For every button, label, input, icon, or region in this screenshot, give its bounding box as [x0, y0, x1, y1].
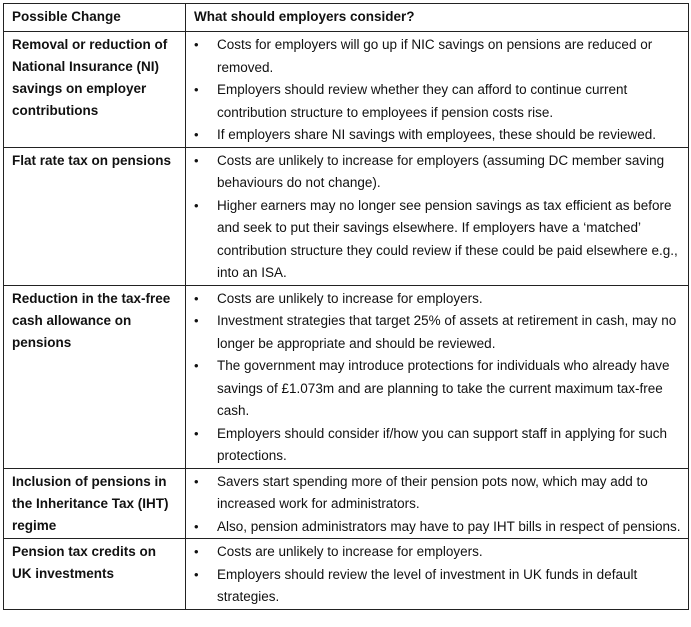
considerations-cell — [186, 147, 689, 285]
considerations-list — [192, 471, 682, 539]
bullet-icon: • — [194, 290, 199, 306]
consideration-text: Costs are unlikely to increase for employers. — [217, 290, 483, 306]
header-possible-change: Possible Change — [4, 4, 186, 32]
bullet-icon: • — [194, 518, 199, 534]
possible-change-cell: Flat rate tax on pensions — [4, 147, 186, 285]
table-row — [4, 32, 689, 148]
consideration-text: The government may introduce protections for individuals who already have savings of £1.073m and are planning to take the current maximum tax-free cash. — [217, 358, 670, 418]
list-item — [192, 34, 682, 79]
possible-change-cell: Pension tax credits on UK investments — [4, 539, 186, 610]
document — [3, 3, 689, 610]
possible-change-cell: Inclusion of pensions in the Inheritance Tax (IHT) regime — [4, 468, 186, 539]
consideration-text: Employers should review the level of investment in UK funds in default strategies. — [217, 566, 638, 604]
considerations-list — [192, 288, 682, 468]
bullet-icon: • — [194, 544, 199, 559]
considerations-list — [192, 150, 682, 285]
table-row — [4, 147, 689, 285]
consideration-text: Employers should review whether they can afford to continue current contribution structure to employees if pension costs rise. — [217, 82, 628, 120]
list-item — [192, 355, 682, 423]
considerations-cell — [186, 32, 689, 148]
consideration-text: Higher earners may no longer see pension savings as tax efficient as before and seek to put their savings elsewhere. If employers have a ‘matched’ contribution structure they could review if these could be paid elsewhere e.g., into an ISA. — [217, 197, 678, 280]
bullet-icon: • — [194, 425, 199, 441]
bullet-icon: • — [194, 127, 199, 142]
considerations-cell — [186, 539, 689, 610]
bullet-icon: • — [194, 82, 199, 97]
header-row — [4, 4, 689, 32]
considerations-list — [192, 541, 682, 609]
table-body — [4, 32, 689, 610]
bullet-icon: • — [194, 473, 199, 489]
header-employer-considerations: What should employers consider? — [186, 4, 689, 32]
possible-change-cell: Reduction in the tax-free cash allowance on pensions — [4, 285, 186, 468]
consideration-text: Costs for employers will go up if NIC savings on pensions are reduced or removed. — [217, 37, 653, 75]
list-item — [192, 150, 682, 195]
consideration-text: If employers share NI savings with employees, these should be reviewed. — [217, 127, 656, 142]
pension-changes-table — [3, 3, 689, 610]
table-row — [4, 285, 689, 468]
list-item — [192, 124, 682, 147]
bullet-icon: • — [194, 313, 199, 328]
considerations-list — [192, 34, 682, 147]
consideration-text: Also, pension administrators may have to pay IHT bills in respect of pensions. — [217, 518, 681, 534]
considerations-cell — [186, 285, 689, 468]
consideration-text: Costs are unlikely to increase for employers (assuming DC member saving behaviours do not change). — [217, 152, 665, 190]
list-item — [192, 79, 682, 124]
bullet-icon: • — [194, 37, 199, 52]
list-item — [192, 541, 682, 564]
list-item — [192, 195, 682, 285]
list-item — [192, 423, 682, 468]
list-item — [192, 288, 682, 311]
consideration-text: Employers should consider if/how you can support staff in applying for such protections. — [217, 425, 667, 463]
list-item — [192, 310, 682, 355]
bullet-icon: • — [194, 566, 199, 582]
bullet-icon: • — [194, 197, 199, 213]
table-row — [4, 539, 689, 610]
list-item — [192, 516, 682, 539]
list-item — [192, 471, 682, 516]
table-row — [4, 468, 689, 539]
bullet-icon: • — [194, 358, 199, 373]
list-item — [192, 564, 682, 609]
considerations-cell — [186, 468, 689, 539]
consideration-text: Costs are unlikely to increase for employers. — [217, 544, 483, 559]
consideration-text: Savers start spending more of their pension pots now, which may add to increased work for administrators. — [217, 473, 648, 511]
possible-change-cell: Removal or reduction of National Insurance (NI) savings on employer contributions — [4, 32, 186, 148]
bullet-icon: • — [194, 152, 199, 168]
consideration-text: Investment strategies that target 25% of assets at retirement in cash, may no longer be appropriate and should be reviewed. — [217, 313, 677, 351]
